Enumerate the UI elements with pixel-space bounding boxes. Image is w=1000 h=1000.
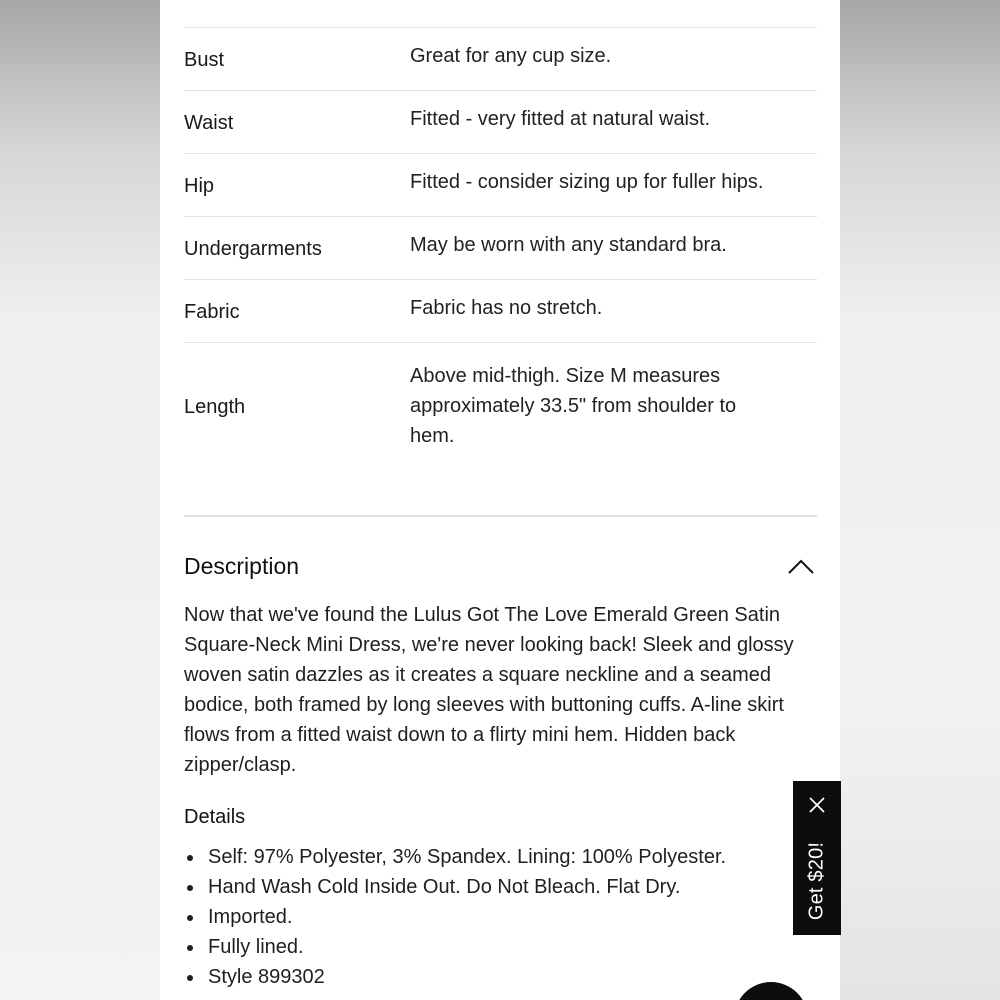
fit-row-waist xyxy=(184,91,817,154)
fit-row-bust xyxy=(184,28,817,91)
fit-label: Waist xyxy=(184,111,234,134)
details-title: Details xyxy=(184,806,246,828)
fit-row-hip xyxy=(184,154,817,217)
close-icon[interactable] xyxy=(805,793,829,817)
fit-value: Fitted - consider sizing up for fuller hips. xyxy=(410,171,764,193)
fit-value: May be worn with any standard bra. xyxy=(410,234,727,256)
fit-label: Length xyxy=(184,395,246,418)
fit-label: Hip xyxy=(184,174,215,197)
fit-label: Bust xyxy=(184,48,225,71)
description-text: Now that we've found the Lulus Got The Love Emerald Green Satin Square-Neck Mini Dress, we're never looking back! Sleek and glossy woven satin dazzles as it creates a square neckline and a seamed bodice, both framed by long sleeves with buttoning cuffs. A-line skirt flows from a fitted waist down to a flirty mini hem. Hidden back zipper/clasp. xyxy=(184,604,794,776)
fit-value: Fabric has no stretch. xyxy=(410,297,603,319)
description-title: Description xyxy=(184,552,300,579)
fit-row-undergarments xyxy=(184,217,817,280)
list-item: Fully lined. xyxy=(184,932,817,962)
list-item: Imported. xyxy=(184,902,817,932)
fit-row-fabric xyxy=(184,280,817,343)
promo-label[interactable]: Get $20! xyxy=(805,841,828,921)
list-item: Style 899302 xyxy=(184,962,817,992)
chevron-up-icon[interactable] xyxy=(787,556,815,576)
fit-label: Undergarments xyxy=(184,237,322,260)
fit-value: Above mid-thigh. Size M measures approximately 33.5" from shoulder to hem. xyxy=(410,365,737,447)
left-backdrop xyxy=(0,0,160,1000)
fit-value: Great for any cup size. xyxy=(410,45,612,67)
fit-value: Fitted - very fitted at natural waist. xyxy=(410,108,711,130)
details-list xyxy=(184,842,817,992)
list-item: Self: 97% Polyester, 3% Spandex. Lining: 100% Polyester. xyxy=(184,842,817,872)
product-details-panel xyxy=(160,0,840,1000)
promo-tab[interactable] xyxy=(793,781,841,935)
right-backdrop xyxy=(840,0,1000,1000)
fit-table xyxy=(184,27,817,469)
list-item: Hand Wash Cold Inside Out. Do Not Bleach. Flat Dry. xyxy=(184,872,817,902)
section-divider xyxy=(184,515,817,517)
fit-row-length xyxy=(184,343,817,469)
fit-label: Fabric xyxy=(184,300,240,323)
description-toggle[interactable] xyxy=(184,548,817,584)
